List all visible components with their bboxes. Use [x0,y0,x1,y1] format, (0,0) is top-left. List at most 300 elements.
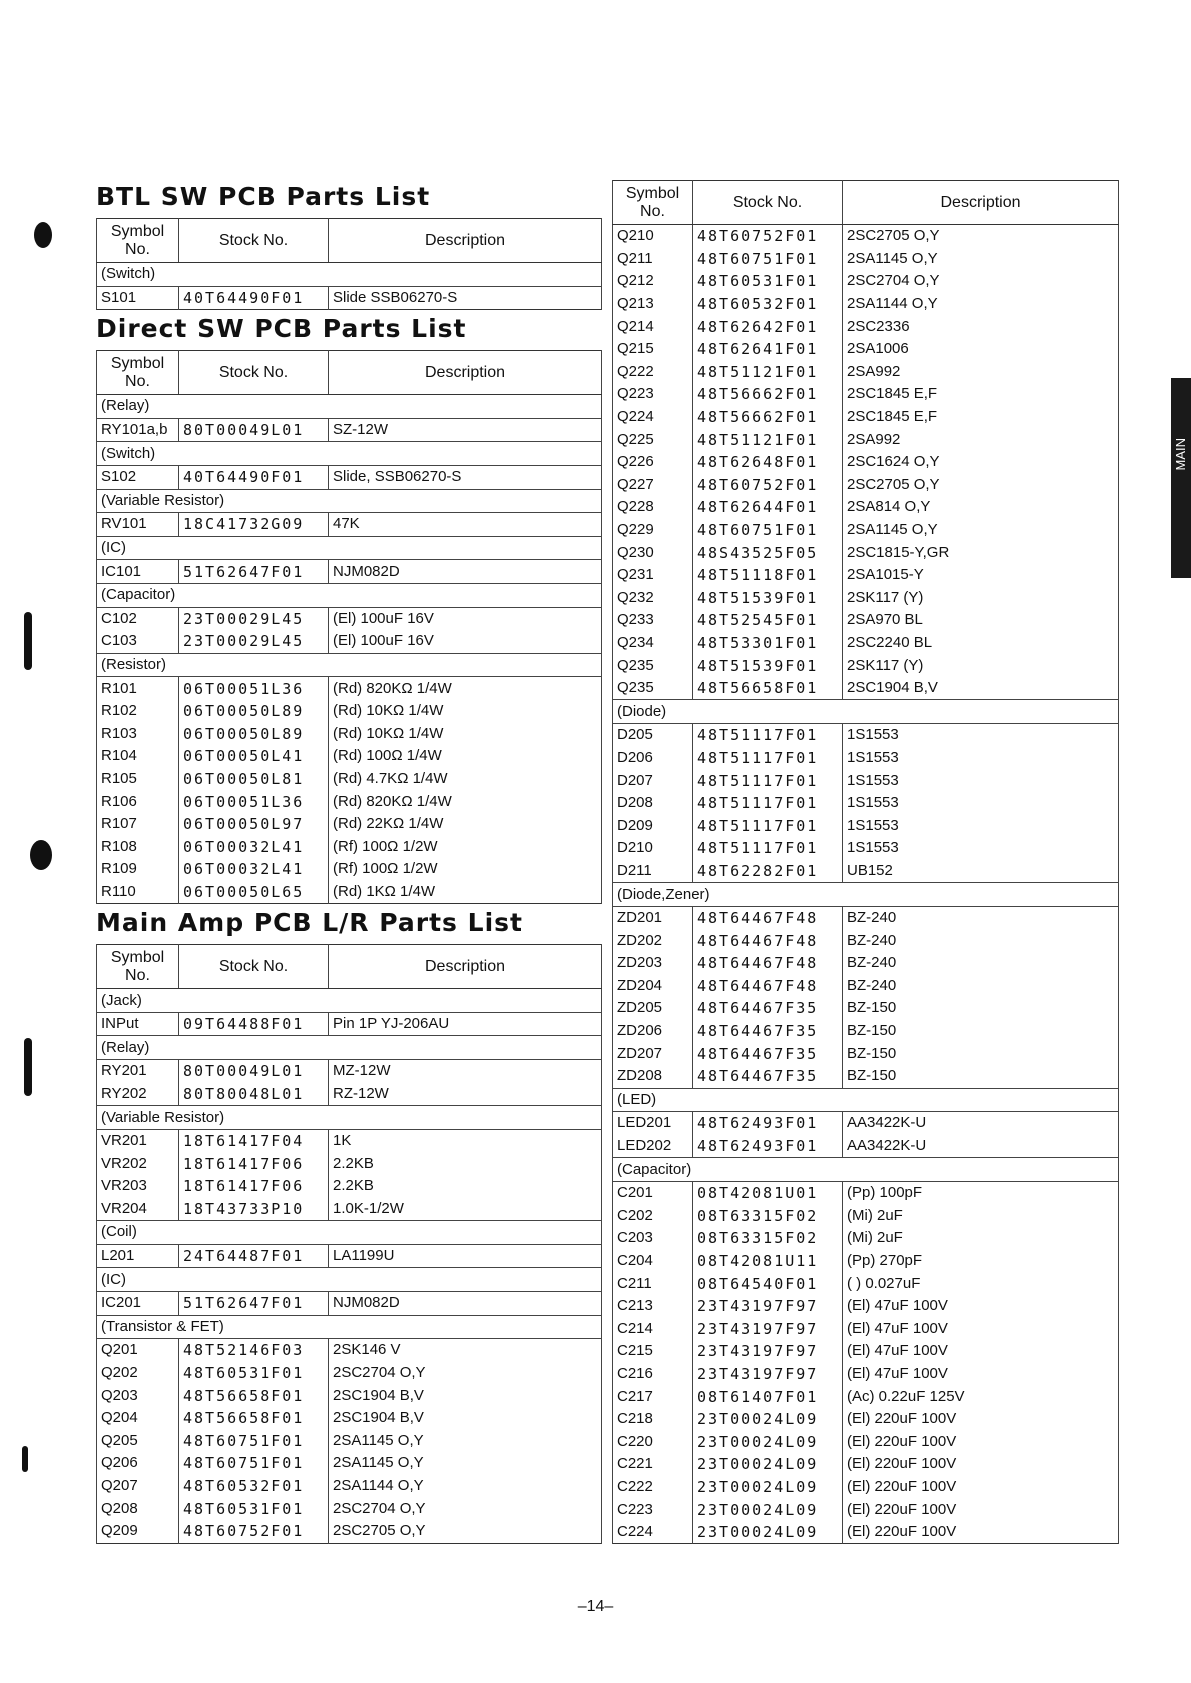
stock-number-cell: 48T62641F01 [693,338,843,361]
stock-number-cell: 18T61417F04 [179,1129,329,1152]
description-cell: BZ-240 [843,975,1119,998]
description-cell: (Rf) 100Ω 1/2W [329,858,602,881]
symbol-cell: Q227 [613,474,693,497]
description-cell: (Rd) 10KΩ 1/4W [329,723,602,746]
symbol-cell: ZD207 [613,1042,693,1065]
symbol-column-header: Symbol No. [613,181,693,225]
stock-number-cell: 48T62282F01 [693,860,843,883]
symbol-cell: D207 [613,769,693,792]
symbol-cell: Q203 [97,1384,179,1407]
stock-number-cell: 23T00024L09 [693,1453,843,1476]
stock-number-cell: 48T62493F01 [693,1135,843,1158]
symbol-cell: S101 [97,286,179,310]
table-row [613,270,1119,293]
category-label: (Relay) [97,395,602,419]
stock-number-cell: 80T80048L01 [179,1083,329,1106]
stock-number-cell: 23T43197F97 [693,1340,843,1363]
symbol-cell: RY202 [97,1083,179,1106]
description-cell: 2SA1144 O,Y [843,293,1119,316]
description-cell: RZ-12W [329,1083,602,1106]
table-row [97,677,602,700]
parts-table [96,218,602,310]
description-cell: 2SC2704 O,Y [329,1362,602,1385]
stock-number-cell: 18C41732G09 [179,513,329,537]
parts-table [96,350,602,904]
description-cell: 2.2KB [329,1152,602,1175]
table-row [613,293,1119,316]
table-row [613,496,1119,519]
symbol-cell: Q233 [613,609,693,632]
description-cell: 2SA1006 [843,338,1119,361]
stock-number-cell: 48T60531F01 [179,1497,329,1520]
stock-number-cell: 48T51118F01 [693,564,843,587]
description-cell: BZ-150 [843,1065,1119,1088]
stock-number-cell: 48T64467F35 [693,997,843,1020]
description-cell: (Rd) 22KΩ 1/4W [329,813,602,836]
symbol-cell: R109 [97,858,179,881]
description-cell: (El) 47uF 100V [843,1318,1119,1341]
table-header-row [97,351,602,395]
table-row [613,474,1119,497]
symbol-cell: C201 [613,1181,693,1204]
category-label: (Variable Resistor) [97,1106,602,1130]
table-row [613,814,1119,837]
description-cell: NJM082D [329,1291,602,1315]
description-cell: 2SA814 O,Y [843,496,1119,519]
table-row [613,837,1119,860]
table-row [97,790,602,813]
symbol-cell: C224 [613,1521,693,1544]
stock-number-cell: 48T51117F01 [693,837,843,860]
table-row [97,1152,602,1175]
table-row [613,1065,1119,1088]
symbol-cell: Q211 [613,248,693,271]
symbol-cell: C217 [613,1385,693,1408]
table-row [613,248,1119,271]
parts-table [96,944,602,1543]
description-cell: (El) 220uF 100V [843,1521,1119,1544]
right-column [612,180,1119,1544]
category-label: (Jack) [97,989,602,1013]
description-cell: 1K [329,1129,602,1152]
description-cell: BZ-240 [843,952,1119,975]
page-number: –14– [577,1598,614,1615]
stock-number-cell: 06T00050L89 [179,723,329,746]
stock-number-cell: 48T60752F01 [693,474,843,497]
symbol-cell: Q232 [613,587,693,610]
symbol-cell: LED202 [613,1135,693,1158]
category-label: (Switch) [97,442,602,466]
description-cell: BZ-150 [843,1042,1119,1065]
symbol-cell: L201 [97,1244,179,1268]
stock-number-cell: 06T00032L41 [179,835,329,858]
symbol-cell: Q226 [613,451,693,474]
description-cell: 2SA1144 O,Y [329,1475,602,1498]
symbol-cell: ZD202 [613,929,693,952]
stock-number-cell: 48T64467F48 [693,952,843,975]
stock-number-cell: 48T60751F01 [693,519,843,542]
symbol-cell: Q201 [97,1339,179,1362]
stock-number-cell: 08T42081U11 [693,1250,843,1273]
symbol-cell: C221 [613,1453,693,1476]
stock-number-cell: 51T62647F01 [179,1291,329,1315]
symbol-cell: ZD208 [613,1065,693,1088]
description-cell: (Rd) 100Ω 1/4W [329,745,602,768]
table-row [613,451,1119,474]
stock-column-header: Stock No. [179,219,329,263]
symbol-cell: R105 [97,768,179,791]
category-row [613,883,1119,907]
symbol-cell: Q205 [97,1430,179,1453]
symbol-cell: Q229 [613,519,693,542]
description-cell: 1S1553 [843,837,1119,860]
stock-number-cell: 40T64490F01 [179,286,329,310]
symbol-cell: C202 [613,1205,693,1228]
table-row [613,792,1119,815]
table-row [613,383,1119,406]
stock-number-cell: 48T60752F01 [179,1520,329,1543]
table-row [613,1408,1119,1431]
description-cell: BZ-150 [843,1020,1119,1043]
table-row [613,1250,1119,1273]
section-title: BTL SW PCB Parts List [96,182,431,211]
stock-number-cell: 48T56658F01 [693,677,843,700]
category-row [97,489,602,513]
description-cell: (El) 47uF 100V [843,1363,1119,1386]
stock-number-cell: 06T00050L89 [179,700,329,723]
symbol-cell: Q204 [97,1407,179,1430]
stock-number-cell: 48T51539F01 [693,654,843,677]
symbol-cell: C103 [97,630,179,653]
stock-number-cell: 23T43197F97 [693,1295,843,1318]
table-row [97,858,602,881]
table-row [97,1339,602,1362]
stock-number-cell: 48T51117F01 [693,814,843,837]
description-cell: BZ-240 [843,906,1119,929]
category-label: (Diode,Zener) [613,883,1119,907]
symbol-cell: Q235 [613,677,693,700]
symbol-cell: C216 [613,1363,693,1386]
stock-number-cell: 06T00051L36 [179,677,329,700]
stock-number-cell: 48T51117F01 [693,769,843,792]
table-row [613,724,1119,747]
symbol-cell: D206 [613,747,693,770]
stock-number-cell: 48T60752F01 [693,225,843,248]
stock-number-cell: 09T64488F01 [179,1012,329,1036]
category-row [97,395,602,419]
symbol-cell: Q206 [97,1452,179,1475]
symbol-cell: Q223 [613,383,693,406]
category-label: (Relay) [97,1036,602,1060]
description-cell: (El) 47uF 100V [843,1340,1119,1363]
description-cell: 1S1553 [843,814,1119,837]
description-cell: 2.2KB [329,1175,602,1198]
stock-number-cell: 08T64540F01 [693,1272,843,1295]
description-cell: (El) 220uF 100V [843,1430,1119,1453]
symbol-cell: RY201 [97,1060,179,1083]
table-row [613,338,1119,361]
symbol-cell: C102 [97,607,179,630]
symbol-cell: D205 [613,724,693,747]
category-row [613,1088,1119,1112]
symbol-cell: Q231 [613,564,693,587]
category-label: (IC) [97,536,602,560]
symbol-cell: Q212 [613,270,693,293]
description-cell: (Rd) 1KΩ 1/4W [329,881,602,904]
symbol-cell: ZD203 [613,952,693,975]
symbol-cell: R107 [97,813,179,836]
description-cell: (El) 47uF 100V [843,1295,1119,1318]
symbol-cell: Q228 [613,496,693,519]
symbol-cell: S102 [97,465,179,489]
table-row [97,768,602,791]
symbol-cell: Q210 [613,225,693,248]
category-label: (Variable Resistor) [97,489,602,513]
left-column [96,182,602,1544]
symbol-cell: R110 [97,881,179,904]
table-row [613,769,1119,792]
symbol-cell: IC101 [97,560,179,584]
symbol-cell: C222 [613,1476,693,1499]
table-row [613,225,1119,248]
table-row [613,1135,1119,1158]
symbol-cell: Q225 [613,428,693,451]
description-cell: ( ) 0.027uF [843,1272,1119,1295]
category-label: (IC) [97,1268,602,1292]
table-header-row [613,181,1119,225]
symbol-cell: ZD206 [613,1020,693,1043]
description-cell: (Rd) 10KΩ 1/4W [329,700,602,723]
stock-number-cell: 48T62644F01 [693,496,843,519]
symbol-cell: R103 [97,723,179,746]
table-row [613,315,1119,338]
stock-number-cell: 23T43197F97 [693,1318,843,1341]
table-row [613,519,1119,542]
table-row [613,1295,1119,1318]
stock-number-cell: 48T60751F01 [179,1452,329,1475]
stock-number-cell: 80T00049L01 [179,418,329,442]
stock-number-cell: 06T00032L41 [179,858,329,881]
symbol-column-header: Symbol No. [97,351,179,395]
description-cell: (El) 220uF 100V [843,1476,1119,1499]
section-title: Main Amp PCB L/R Parts List [96,908,523,938]
table-row [613,929,1119,952]
stock-number-cell: 48T64467F48 [693,906,843,929]
table-row [97,1129,602,1152]
symbol-cell: Q235 [613,654,693,677]
table-row [613,677,1119,700]
binding-mark [24,612,32,670]
table-row [613,428,1119,451]
stock-number-cell: 23T00029L45 [179,607,329,630]
stock-number-cell: 48T60532F01 [693,293,843,316]
category-row [97,536,602,560]
description-cell: (Pp) 270pF [843,1250,1119,1273]
table-row [613,1498,1119,1521]
description-cell: 1S1553 [843,769,1119,792]
description-cell: (Rf) 100Ω 1/2W [329,835,602,858]
symbol-cell: INPut [97,1012,179,1036]
table-row [613,1385,1119,1408]
table-row [97,745,602,768]
stock-number-cell: 08T61407F01 [693,1385,843,1408]
stock-number-cell: 23T00024L09 [693,1476,843,1499]
description-cell: 2SC1904 B,V [329,1407,602,1430]
symbol-cell: VR204 [97,1198,179,1221]
description-cell: AA3422K-U [843,1112,1119,1135]
symbol-cell: R101 [97,677,179,700]
symbol-cell: ZD201 [613,906,693,929]
table-row [97,630,602,653]
stock-number-cell: 48T62642F01 [693,315,843,338]
description-cell: 2SK117 (Y) [843,587,1119,610]
table-row [613,952,1119,975]
symbol-cell: Q230 [613,541,693,564]
stock-number-cell: 06T00051L36 [179,790,329,813]
symbol-cell: C223 [613,1498,693,1521]
category-row [97,1036,602,1060]
symbol-cell: VR202 [97,1152,179,1175]
stock-number-cell: 23T00024L09 [693,1521,843,1544]
description-cell: 2SC2705 O,Y [329,1520,602,1543]
description-cell: (El) 220uF 100V [843,1408,1119,1431]
stock-number-cell: 48T64467F35 [693,1042,843,1065]
stock-number-cell: 48T52545F01 [693,609,843,632]
description-cell: 1.0K-1/2W [329,1198,602,1221]
stock-number-cell: 48T51539F01 [693,587,843,610]
description-cell: 2SA1145 O,Y [843,248,1119,271]
description-column-header: Description [329,219,602,263]
stock-number-cell: 08T63315F02 [693,1227,843,1250]
punch-hole-mark [30,840,52,870]
symbol-cell: Q234 [613,632,693,655]
description-cell: 2SA992 [843,361,1119,384]
symbol-cell: C214 [613,1318,693,1341]
table-header-row [97,219,602,263]
category-label: (Diode) [613,700,1119,724]
table-row [97,1060,602,1083]
symbol-cell: VR203 [97,1175,179,1198]
description-cell: 2SA1145 O,Y [329,1452,602,1475]
stock-number-cell: 06T00050L65 [179,881,329,904]
table-row [613,541,1119,564]
description-cell: (Rd) 4.7KΩ 1/4W [329,768,602,791]
description-cell: 2SC2704 O,Y [329,1497,602,1520]
category-row [97,583,602,607]
symbol-cell: Q207 [97,1475,179,1498]
stock-number-cell: 23T00024L09 [693,1408,843,1431]
category-label: (LED) [613,1088,1119,1112]
category-row [613,1158,1119,1182]
symbol-cell: C204 [613,1250,693,1273]
table-row [613,1318,1119,1341]
symbol-cell: R104 [97,745,179,768]
binding-mark [24,1038,32,1096]
table-row [97,1384,602,1407]
description-cell: (El) 100uF 16V [329,607,602,630]
table-row [97,813,602,836]
stock-number-cell: 48T51117F01 [693,747,843,770]
symbol-cell: Q209 [97,1520,179,1543]
table-row [613,564,1119,587]
symbol-cell: Q214 [613,315,693,338]
description-cell: (El) 100uF 16V [329,630,602,653]
symbol-cell: D210 [613,837,693,860]
table-row [97,607,602,630]
table-row [613,1476,1119,1499]
table-row [97,723,602,746]
stock-number-cell: 48T56662F01 [693,383,843,406]
category-row [97,442,602,466]
stock-number-cell: 48T56658F01 [179,1384,329,1407]
description-cell: Pin 1P YJ-206AU [329,1012,602,1036]
table-header-row [97,945,602,989]
stock-number-cell: 51T62647F01 [179,560,329,584]
description-cell: (El) 220uF 100V [843,1498,1119,1521]
table-row [613,1363,1119,1386]
table-row [613,1453,1119,1476]
edge-tab-marker [1171,378,1191,578]
table-row [97,1475,602,1498]
symbol-cell: Q224 [613,406,693,429]
symbol-cell: D208 [613,792,693,815]
symbol-cell: R108 [97,835,179,858]
table-row [97,1407,602,1430]
table-row [613,406,1119,429]
description-cell: 2SC2705 O,Y [843,474,1119,497]
stock-number-cell: 08T63315F02 [693,1205,843,1228]
category-row [97,1106,602,1130]
category-label: (Coil) [97,1221,602,1245]
description-cell: (Mi) 2uF [843,1227,1119,1250]
description-cell: 1S1553 [843,724,1119,747]
stock-number-cell: 48T53301F01 [693,632,843,655]
symbol-cell: C213 [613,1295,693,1318]
description-cell: 2SK146 V [329,1339,602,1362]
stock-number-cell: 48T51121F01 [693,428,843,451]
stock-column-header: Stock No. [179,945,329,989]
stock-number-cell: 18T61417F06 [179,1152,329,1175]
stock-number-cell: 23T00024L09 [693,1498,843,1521]
symbol-cell: C211 [613,1272,693,1295]
stock-number-cell: 06T00050L81 [179,768,329,791]
category-label: (Capacitor) [613,1158,1119,1182]
description-cell: 1S1553 [843,792,1119,815]
description-cell: 1S1553 [843,747,1119,770]
description-cell: 2SA1015-Y [843,564,1119,587]
table-row [613,1181,1119,1204]
description-cell: 2SC2240 BL [843,632,1119,655]
stock-number-cell: 18T43733P10 [179,1198,329,1221]
table-row [613,997,1119,1020]
description-cell: 2SC2705 O,Y [843,225,1119,248]
stock-number-cell: 48T62493F01 [693,1112,843,1135]
stock-number-cell: 48T60531F01 [693,270,843,293]
symbol-cell: C215 [613,1340,693,1363]
description-cell: BZ-240 [843,929,1119,952]
category-label: (Switch) [97,263,602,287]
table-row [97,513,602,537]
category-row [97,1315,602,1339]
table-row [97,1175,602,1198]
symbol-cell: ZD205 [613,997,693,1020]
description-cell: UB152 [843,860,1119,883]
description-cell: Slide, SSB06270-S [329,465,602,489]
stock-number-cell: 48T64467F48 [693,929,843,952]
table-row [613,1227,1119,1250]
table-row [613,1340,1119,1363]
stock-number-cell: 23T43197F97 [693,1363,843,1386]
